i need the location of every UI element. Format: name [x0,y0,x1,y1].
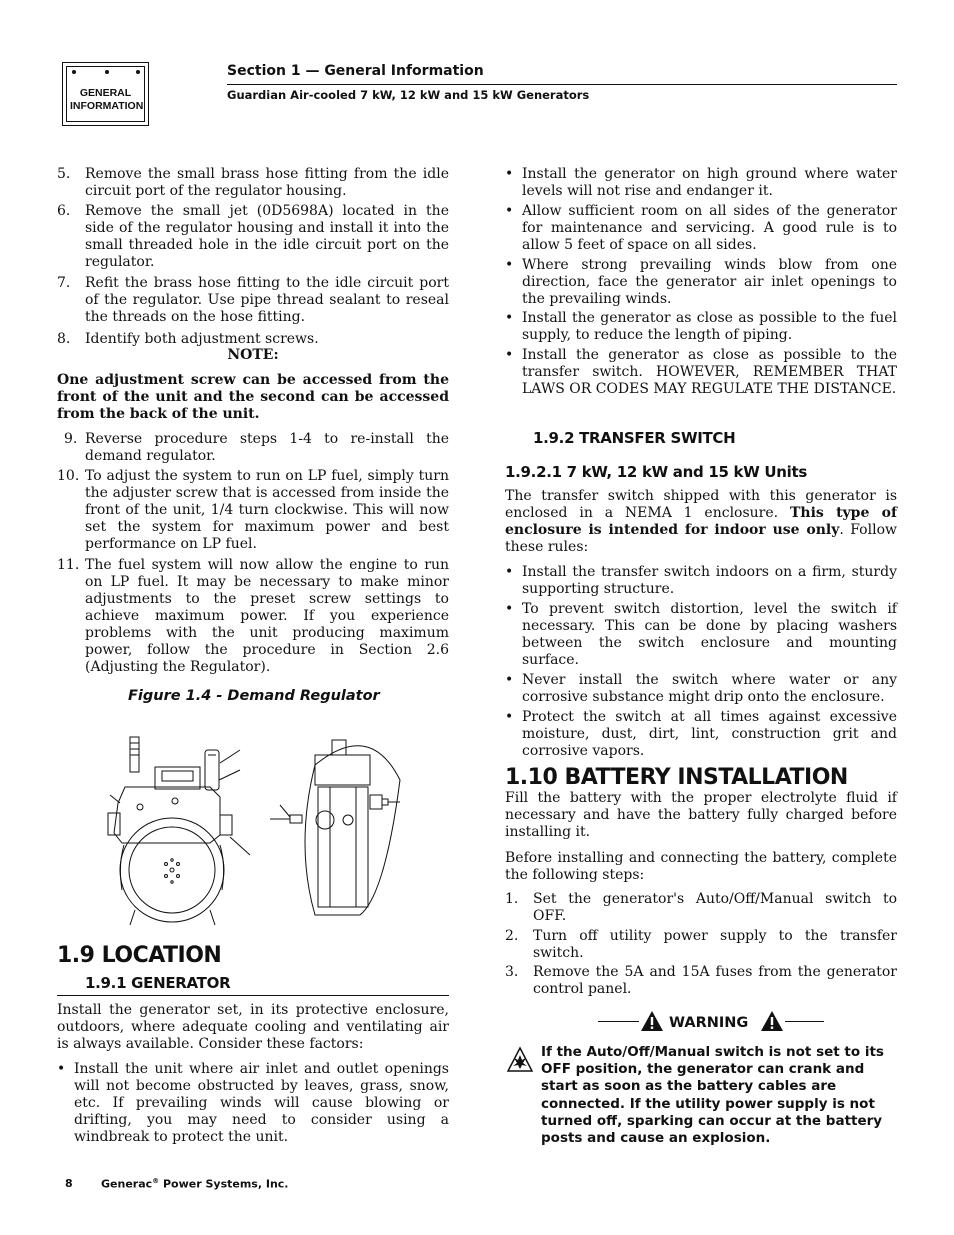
step-text: Reverse procedure steps 1-4 to re-install the demand regulator. [85,431,449,464]
step-text: Remove the 5A and 15A fuses from the generator control panel. [533,964,897,997]
bullet: • [505,347,514,363]
bullet: • [505,257,514,273]
bullet: • [505,564,514,580]
section-subtitle: Guardian Air-cooled 7 kW, 12 kW and 15 kW Generators [227,88,590,102]
step-text: Set the generator's Auto/Off/Manual switch to OFF. [533,891,897,924]
generator-heading: 1.9.1 GENERATOR [85,974,231,992]
bullet-text: Install the generator as close as possible to the fuel supply, to reduce the length of piping. [522,310,897,343]
transfer-bullet-list [505,564,897,761]
regulator-side-view [270,740,400,915]
list-item [57,557,449,677]
list-item [57,468,449,556]
step-text: Remove the small jet (0D5698A) located in the side of the regulator housing and install it into the small threaded hole in the idle circuit port on the regulator. [85,203,449,270]
location-heading: 1.9 LOCATION [57,943,222,968]
note-label: NOTE: [227,347,279,363]
step-number: 8. [57,331,71,347]
bullet-text: Install the generator as close as possible to the transfer switch. HOWEVER, REMEMBER THAT LAWS OR CODES MAY REGULATE THE DISTANCE. [522,347,897,397]
list-item [505,564,897,599]
tab-dot [136,70,140,74]
note-text: One adjustment screw can be accessed from the front of the unit and the second can be accessed from the back of the unit. [57,372,449,422]
bullet: • [505,166,514,182]
bullet-text: Protect the switch at all times against excessive moisture, dust, dirt, lint, construction grit and corrosive vapors. [522,709,897,759]
tab-dot [105,70,109,74]
step-number: 3. [505,964,519,980]
transfer-intro [505,488,897,556]
list-item [505,891,897,926]
list-item [505,672,897,707]
warning-rule-right [785,1021,824,1022]
list-item [505,601,897,670]
regulator-front-view [108,737,250,925]
footer-company [101,1177,288,1191]
step-number: 1. [505,891,519,907]
steps-a-list [57,166,449,349]
bullet-text: Install the transfer switch indoors on a firm, sturdy supporting structure. [522,564,897,597]
header-rule [227,84,897,85]
generator-bullet-list [505,166,897,417]
list-item [57,431,449,467]
explosion-hazard-icon [506,1046,534,1074]
step-number: 10. [57,468,80,484]
company-suffix: Power Systems, Inc. [159,1177,289,1191]
transfer-intro-b: . Follow these rules: [505,522,897,555]
step-text: Turn off utility power supply to the transfer switch. [533,928,897,961]
list-item [505,166,897,201]
bullet: • [505,709,514,725]
list-item [505,203,897,255]
page-number: 8 [65,1177,73,1190]
warning-label: WARNING [669,1015,749,1031]
bullet: • [505,310,514,326]
bullet: • [505,672,514,688]
step-text: Identify both adjustment screws. [85,331,319,347]
generator-heading-rule [57,995,449,996]
section-tab-inner [66,66,145,122]
units-heading: 1.9.2.1 7 kW, 12 kW and 15 kW Units [505,463,807,481]
transfer-intro-a: The transfer switch shipped with this generator is enclosed in a NEMA 1 enclosure. [505,488,897,521]
list-item [505,928,897,963]
list-item [505,347,897,417]
demand-regulator-illustration [100,725,430,930]
section-title: Section 1 — General Information [227,63,484,79]
bullet-text: Install the unit where air inlet and outlet openings will not become obstructed by leaves, grass, snow, etc. If prevailing winds will cause blowing or drifting, you may need to consider using a windbreak to protect the unit. [74,1061,449,1145]
step-number: 11. [57,557,80,573]
list-item [57,275,449,329]
step-number: 6. [57,203,71,219]
generator-intro: Install the generator set, in its protective enclosure, outdoors, where adequate cooling and ventilating air is always available. Consider these factors: [57,1002,449,1052]
list-item [57,1061,449,1151]
warning-text: If the Auto/Off/Manual switch is not set to its OFF position, the generator can crank and start as soon as the battery cables are connected. If the utility power supply is not turned off, sparking can occur at the battery posts and cause an explosion. [541,1044,884,1147]
battery-steps-list [505,891,897,999]
warning-rule-left [598,1021,639,1022]
bullet-text: To prevent switch distortion, level the switch if necessary. This can be done by placing washers between the switch enclosure and mounting surface. [522,601,897,668]
step-text: The fuel system will now allow the engine to run on LP fuel. It may be necessary to make minor adjustments to the preset screw settings to achieve maximum power. If you experience problems with the unit producing maximum power, follow the procedure in Section 2.6 (Adjusting the Regulator). [85,557,449,675]
step-text: To adjust the system to run on LP fuel, simply turn the adjuster screw that is accessed from inside the front of the unit, 1/4 turn clockwise. This will now set the system for maximum power and best performance on LP fuel. [85,468,449,552]
step-number: 9. [64,431,78,447]
bullet-text: Where strong prevailing winds blow from one direction, face the generator air inlet openings to the prevailing winds. [522,257,897,307]
step-text: Remove the small brass hose fitting from the idle circuit port of the regulator housing. [85,166,449,199]
battery-paragraph-2: Before installing and connecting the battery, complete the following steps: [505,850,897,883]
warning-triangle-icon [760,1010,784,1032]
tab-line-1: GENERAL [79,87,132,99]
step-number: 5. [57,166,71,182]
list-item [57,203,449,274]
registered-mark: ® [152,1177,160,1185]
bullet-text: Allow sufficient room on all sides of the generator for maintenance and servicing. A good rule is to allow 5 feet of space on all sides. [522,203,897,253]
list-item [505,310,897,345]
step-number: 2. [505,928,519,944]
battery-paragraph-1: Fill the battery with the proper electrolyte fluid if necessary and have the battery fully charged before installing it. [505,790,897,840]
warning-triangle-icon [640,1010,664,1032]
list-item [505,964,897,999]
battery-heading: 1.10 BATTERY INSTALLATION [505,765,848,790]
section-tab [62,62,149,126]
company-name: Generac [101,1177,153,1191]
bullet: • [505,203,514,219]
bullet: • [57,1061,66,1077]
list-item [57,166,449,201]
list-item [505,709,897,761]
tab-line-2: INFORMATION [70,100,144,112]
bullet: • [505,601,514,617]
transfer-switch-heading: 1.9.2 TRANSFER SWITCH [533,429,736,447]
transfer-intro-bold: This type of enclosure is intended for indoor use only [505,505,898,538]
figure-caption: Figure 1.4 - Demand Regulator [128,688,380,704]
step-text: Refit the brass hose fitting to the idle circuit port of the regulator. Use pipe thread sealant to reseal the threads on the hose fitting. [85,275,449,325]
section-tab-label [70,87,144,113]
tab-dot [72,70,76,74]
step-number: 7. [57,275,71,291]
bullet-text: Never install the switch where water or any corrosive substance might drip onto the enclosure. [522,672,897,705]
steps-b-list [57,431,449,677]
bullet-text: Install the generator on high ground where water levels will not rise and endanger it. [522,166,897,199]
list-item [505,257,897,309]
